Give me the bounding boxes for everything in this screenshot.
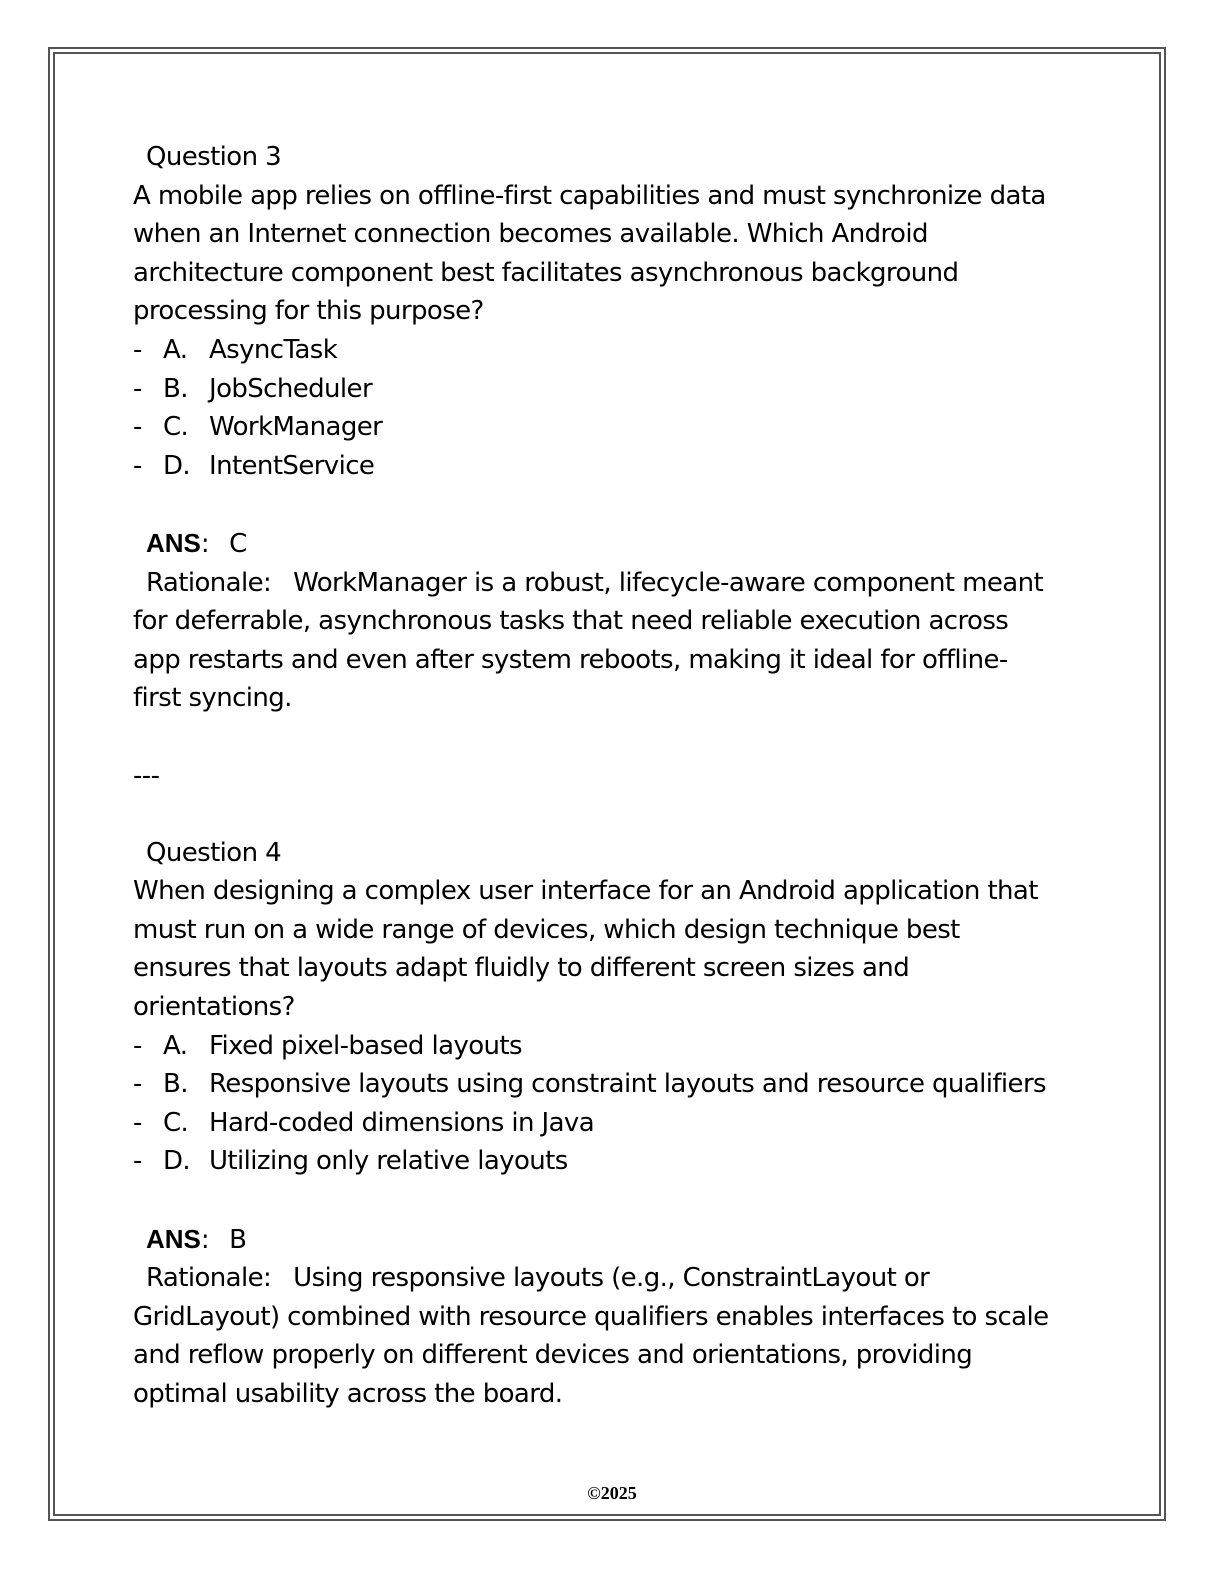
option-item <box>133 331 1093 370</box>
option-text: Utilizing only relative layouts <box>209 1146 568 1177</box>
rationale-line: GridLayout) combined with resource qualifiers enables interfaces to scale <box>133 1301 1049 1332</box>
question-prompt-line: orientations? <box>133 992 295 1023</box>
option-item <box>133 1065 1093 1104</box>
option-letter: C. <box>163 1107 189 1138</box>
option-text: Hard-coded dimensions in Java <box>209 1107 595 1138</box>
option-item <box>133 1142 1093 1181</box>
option-text: AsyncTask <box>209 334 338 365</box>
rationale-line: for deferrable, asynchronous tasks that need reliable execution across <box>133 606 1009 637</box>
rationale-text: Using responsive layouts (e.g., ConstraintLayout or <box>293 1263 930 1294</box>
option-text: Responsive layouts using constraint layouts and resource qualifiers <box>209 1069 1046 1100</box>
option-text: JobScheduler <box>209 373 373 404</box>
page-content <box>133 138 1093 1414</box>
answer-colon: : <box>200 528 210 559</box>
answer-label: ANS <box>146 1223 201 1254</box>
rationale-line: app restarts and even after system reboots, making it ideal for offline- <box>133 644 1008 675</box>
rationale-line: first syncing. <box>133 683 292 714</box>
rationale-label: Rationale: <box>146 1263 272 1294</box>
question-title: Question 3 <box>146 142 282 172</box>
option-letter: D. <box>163 1146 191 1177</box>
option-letter: D. <box>163 450 191 481</box>
rationale-line: optimal usability across the board. <box>133 1379 563 1409</box>
option-item <box>133 408 1093 447</box>
rationale-line: and reflow properly on different devices and orientations, providing <box>133 1340 973 1371</box>
question-prompt-line: when an Internet connection becomes available. Which Android <box>133 219 928 250</box>
option-dash: - <box>133 1069 142 1100</box>
option-dash: - <box>133 1107 142 1138</box>
option-dash: - <box>133 412 142 443</box>
option-dash: - <box>133 1030 142 1061</box>
option-item <box>133 1027 1093 1066</box>
answer-line <box>133 1220 1093 1260</box>
option-dash: - <box>133 1146 142 1177</box>
option-letter: B. <box>163 373 188 404</box>
rationale-line <box>133 1259 1093 1298</box>
question-block <box>133 138 1093 718</box>
answer-line <box>133 524 1093 564</box>
rationale-line <box>133 564 1093 603</box>
copyright-footer: ©2025 <box>587 1483 637 1503</box>
question-prompt-line: ensures that layouts adapt fluidly to different screen sizes and <box>133 953 910 984</box>
option-item <box>133 447 1093 486</box>
question-prompt-line: When designing a complex user interface for an Android application that <box>133 876 1038 907</box>
question-prompt-line: processing for this purpose? <box>133 296 484 327</box>
rationale-text: WorkManager is a robust, lifecycle-aware component meant <box>293 567 1044 598</box>
spacer <box>133 1181 1093 1220</box>
option-letter: A. <box>163 334 188 365</box>
option-dash: - <box>133 450 142 481</box>
question-block <box>133 834 1093 1414</box>
question-prompt-line: architecture component best facilitates asynchronous background <box>133 257 959 288</box>
option-text: IntentService <box>209 450 375 481</box>
option-text: Fixed pixel-based layouts <box>209 1030 522 1061</box>
option-text: WorkManager <box>209 412 383 443</box>
answer-value: C <box>229 528 247 559</box>
option-item <box>133 1104 1093 1143</box>
answer-value: B <box>229 1224 247 1255</box>
question-title: Question 4 <box>146 837 282 868</box>
answer-label: ANS <box>146 527 201 558</box>
rationale-label: Rationale: <box>146 567 272 598</box>
option-item <box>133 370 1093 409</box>
answer-colon: : <box>200 1224 210 1255</box>
option-letter: C. <box>163 412 189 443</box>
spacer <box>133 718 1093 757</box>
option-dash: - <box>133 373 142 404</box>
question-prompt-line: must run on a wide range of devices, which design technique best <box>133 914 960 945</box>
option-letter: B. <box>163 1069 188 1100</box>
spacer <box>133 795 1093 834</box>
option-letter: A. <box>163 1030 188 1061</box>
question-prompt-line: A mobile app relies on offline-first capabilities and must synchronize data <box>133 180 1046 211</box>
spacer <box>133 485 1093 524</box>
option-dash: - <box>133 334 142 365</box>
separator: --- <box>133 760 160 791</box>
